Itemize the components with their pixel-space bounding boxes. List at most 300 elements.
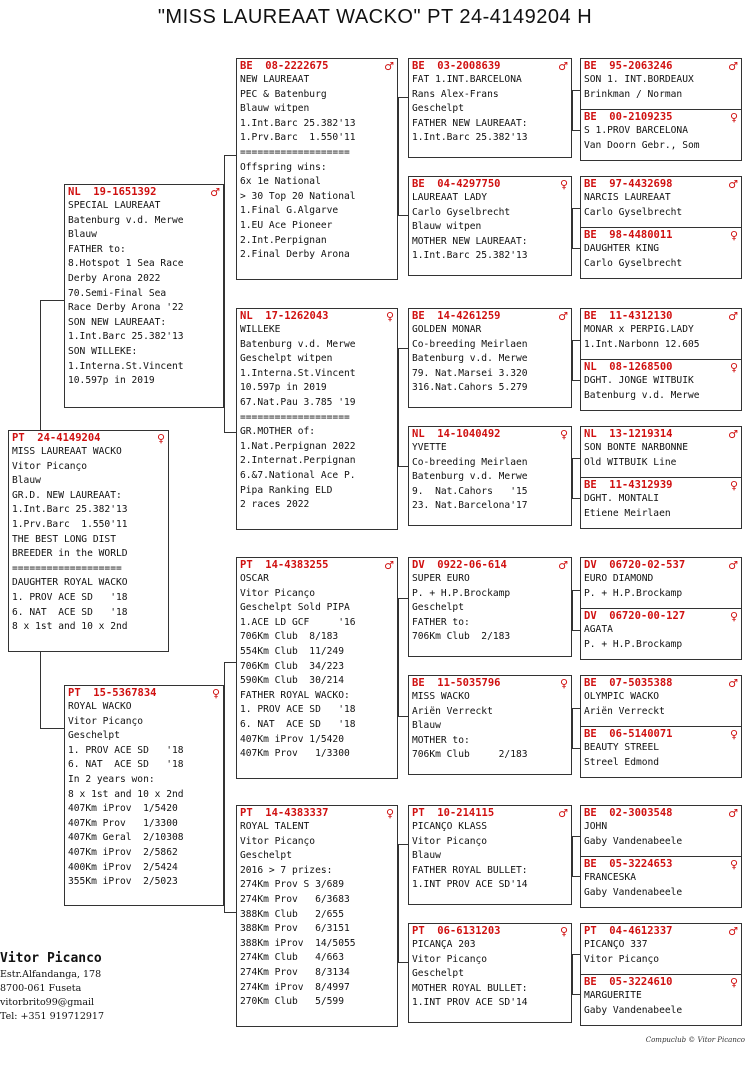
- ring-number: BE 11-4312130: [584, 310, 673, 322]
- pedigree-card-sds: [408, 308, 572, 408]
- pedigree-line: FATHER to:: [412, 616, 470, 628]
- ring-number: PT 06-6131203: [412, 925, 501, 937]
- breeder-name: Vitor Picanco: [0, 951, 102, 966]
- pedigree-line: 6. NAT ACE SD '18: [68, 759, 184, 771]
- pedigree-line: SON 1. INT.BORDEAUX: [584, 74, 694, 85]
- male-symbol-icon: ♂: [728, 178, 738, 191]
- pedigree-line: Vitor Picanço: [12, 460, 88, 472]
- breeder-info: [0, 950, 220, 1024]
- ring-header: [412, 807, 568, 820]
- pedigree-line: S 1.PROV BARCELONA: [584, 125, 688, 136]
- ring-number: BE 08-2222675: [240, 60, 329, 72]
- pedigree-line: SPECIAL LAUREAAT: [68, 200, 161, 211]
- ring-header: [68, 687, 220, 700]
- connector: [572, 708, 573, 748]
- ring-number: BE 04-4297750: [412, 178, 501, 190]
- pedigree-card-g7: [580, 426, 742, 478]
- female-symbol-icon: ♀: [729, 728, 738, 741]
- pedigree-line: MISS WACKO: [412, 691, 470, 702]
- pedigree-line: 6.&7.National Ace P.: [240, 469, 356, 481]
- female-symbol-icon: ♀: [729, 361, 738, 374]
- pedigree-line: Batenburg v.d. Merwe: [240, 338, 356, 350]
- pedigree-line: Geschelpt Sold PIPA: [240, 602, 350, 614]
- ring-number: NL 08-1268500: [584, 361, 673, 373]
- pedigree-line: 1.Prv.Barc 1.550'11: [240, 132, 356, 144]
- connector: [572, 458, 573, 498]
- pedigree-line: 407Km iProv 1/5420: [240, 733, 344, 745]
- pedigree-line: 2016 > 7 prizes:: [240, 864, 333, 876]
- pedigree-line: Blauw: [412, 720, 441, 732]
- pedigree-line: 270Km Club 5/599: [240, 996, 344, 1008]
- pedigree-line: 1.EU Ace Pioneer: [240, 219, 333, 231]
- ring-header: [584, 60, 738, 73]
- ring-header: [412, 559, 568, 572]
- ring-number: PT 10-214115: [412, 807, 495, 819]
- pedigree-line: Vitor Picanço: [240, 587, 316, 599]
- pedigree-line: 274Km iProv 8/4997: [240, 981, 350, 993]
- pedigree-line: DAUGHTER KING: [584, 243, 660, 254]
- pedigree-line: FRANCESKA: [584, 872, 636, 883]
- pedigree-line: Van Doorn Gebr., Som: [584, 139, 700, 151]
- pedigree-line: Offspring wins:: [240, 161, 327, 173]
- pedigree-line: 274Km Prov 6/3683: [240, 893, 350, 905]
- pedigree-line: 1. PROV ACE SD '18: [68, 744, 184, 756]
- female-symbol-icon: ♀: [156, 432, 165, 445]
- pedigree-line: 79. Nat.Marsei 3.320: [412, 367, 528, 379]
- ring-number: PT 14-4383337: [240, 807, 329, 819]
- ring-header: [240, 807, 394, 820]
- pedigree-line: WILLEKE: [240, 324, 281, 335]
- ring-number: BE 11-4312939: [584, 479, 673, 491]
- pedigree-card-dss: [408, 557, 572, 657]
- pedigree-line: 706Km Club 2/183: [412, 749, 528, 761]
- pedigree-line: 1.Int.Barc 25.382'13: [412, 250, 528, 262]
- ring-number: PT 14-4383255: [240, 559, 329, 571]
- male-symbol-icon: ♂: [728, 310, 738, 323]
- pedigree-line: Rans Alex-Frans: [412, 88, 499, 100]
- ring-number: PT 15-5367834: [68, 687, 157, 699]
- male-symbol-icon: ♂: [728, 60, 738, 73]
- ring-header: [584, 428, 738, 441]
- male-symbol-icon: ♂: [728, 428, 738, 441]
- pedigree-line: Blauw: [12, 475, 41, 487]
- pedigree-card-ssd: [408, 176, 572, 276]
- pedigree-line: 274Km Prov 8/3134: [240, 966, 350, 978]
- pedigree-line: Geschelpt: [412, 968, 464, 980]
- pedigree-line: GOLDEN MONAR: [412, 324, 482, 335]
- pedigree-line: 9. Nat.Cahors '15: [412, 485, 528, 497]
- pedigree-line: THE BEST LONG DIST: [12, 533, 116, 545]
- pedigree-line: 1.Int.Barc 25.382'13: [12, 504, 128, 516]
- female-symbol-icon: ♀: [729, 976, 738, 989]
- pedigree-line: 1.Int.Barc 25.382'13: [412, 132, 528, 144]
- pedigree-card-dam-sire: [236, 557, 398, 779]
- ring-header: [584, 728, 738, 741]
- pedigree-card-dam-dam: [236, 805, 398, 1027]
- ring-number: DV 06720-00-127: [584, 610, 686, 622]
- pedigree-line: 355Km iProv 2/5023: [68, 876, 178, 888]
- ring-number: DV 06720-02-537: [584, 559, 686, 571]
- pedigree-line: 1.Nat.Perpignan 2022: [240, 440, 356, 452]
- ring-number: BE 97-4432698: [584, 178, 673, 190]
- ring-header: [584, 361, 738, 374]
- connector: [40, 300, 41, 431]
- pedigree-line: Geschelpt: [412, 602, 464, 614]
- ring-number: PT 24-4149204: [12, 432, 101, 444]
- male-symbol-icon: ♂: [558, 559, 568, 572]
- pedigree-line: OLYMPIC WACKO: [584, 691, 660, 702]
- pedigree-line: MISS LAUREAAT WACKO: [12, 446, 122, 457]
- pedigree-card-ddd: [408, 923, 572, 1023]
- pedigree-line: 1.Final G.Algarve: [240, 205, 339, 217]
- pedigree-line: 1.INT PROV ACE SD'14: [412, 879, 528, 891]
- female-symbol-icon: ♀: [559, 677, 568, 690]
- pedigree-line: AGATA: [584, 624, 613, 635]
- ring-header: [584, 858, 738, 871]
- male-symbol-icon: ♂: [728, 559, 738, 572]
- pedigree-card-sire-dam: [236, 308, 398, 530]
- pedigree-line: Blauw: [68, 229, 97, 241]
- pedigree-line: FATHER ROYAL WACKO:: [240, 689, 350, 701]
- pedigree-line: 2 races 2022: [240, 499, 310, 511]
- pedigree-line: Streel Edmond: [584, 756, 660, 768]
- ring-header: [584, 229, 738, 242]
- pedigree-line: MARGUERITE: [584, 990, 642, 1001]
- female-symbol-icon: ♀: [559, 925, 568, 938]
- ring-number: BE 95-2063246: [584, 60, 673, 72]
- pedigree-line: PICANÇO KLASS: [412, 821, 488, 832]
- ring-number: BE 14-4261259: [412, 310, 501, 322]
- pedigree-line: 388Km Prov 6/3151: [240, 923, 350, 935]
- pedigree-line: Old WITBUIK Line: [584, 456, 677, 468]
- pedigree-line: ROYAL TALENT: [240, 821, 310, 832]
- pedigree-line: SUPER EURO: [412, 573, 470, 584]
- pedigree-line: 1.Int.Narbonn 12.605: [584, 338, 700, 350]
- footer-credit: Compuclub © Vitor Picanco: [645, 1036, 745, 1044]
- pedigree-card-sire: [64, 184, 224, 408]
- pedigree-line: Blauw witpen: [412, 221, 482, 233]
- pedigree-line: Vitor Picanço: [412, 953, 488, 965]
- pedigree-line: 1. PROV ACE SD '18: [240, 704, 356, 716]
- pedigree-line: 407Km iProv 1/5420: [68, 803, 178, 815]
- pedigree-line: ===================: [12, 562, 122, 574]
- female-symbol-icon: ♀: [559, 428, 568, 441]
- pedigree-card-g5: [580, 308, 742, 360]
- pedigree-line: MOTHER ROYAL BULLET:: [412, 982, 528, 994]
- ring-number: BE 07-5035388: [584, 677, 673, 689]
- pedigree-card-g11: [580, 675, 742, 727]
- pedigree-line: Gaby Vandenabeele: [584, 835, 683, 847]
- pedigree-line: 706Km Club 2/183: [412, 631, 511, 643]
- ring-header: [412, 925, 568, 938]
- page-title: "MISS LAUREAAT WACKO" PT 24-4149204 H: [157, 6, 593, 28]
- pedigree-line: Derby Arona 2022: [68, 272, 161, 284]
- pedigree-line: Geschelpt: [240, 850, 292, 862]
- pedigree-line: EURO DIAMOND: [584, 573, 654, 584]
- pedigree-line: 1.Prv.Barc 1.550'11: [12, 518, 128, 530]
- pedigree-line: PEC & Batenburg: [240, 88, 327, 100]
- pedigree-line: ===================: [240, 411, 350, 423]
- ring-header: [240, 60, 394, 73]
- ring-number: NL 17-1262043: [240, 310, 329, 322]
- pedigree-line: YVETTE: [412, 442, 447, 453]
- breeder-phone: Tel: +351 919712917: [0, 1011, 104, 1022]
- pedigree-line: Gaby Vandenabeele: [584, 1004, 683, 1016]
- pedigree-line: 67.Nat.Pau 3.785 '19: [240, 396, 356, 408]
- pedigree-line: 316.Nat.Cahors 5.279: [412, 382, 528, 394]
- pedigree-line: Gaby Vandenabeele: [584, 886, 683, 898]
- pedigree-line: Geschelpt witpen: [240, 353, 333, 365]
- ring-header: [412, 60, 568, 73]
- ring-number: NL 19-1651392: [68, 186, 157, 198]
- male-symbol-icon: ♂: [728, 807, 738, 820]
- pedigree-line: ROYAL WACKO: [68, 701, 132, 712]
- pedigree-line: P. + H.P.Brockamp: [412, 587, 511, 599]
- connector: [572, 954, 573, 994]
- pedigree-card-g9: [580, 557, 742, 609]
- pedigree-line: 1.ACE LD GCF '16: [240, 616, 356, 628]
- ring-header: [412, 677, 568, 690]
- female-symbol-icon: ♀: [559, 178, 568, 191]
- pedigree-line: Blauw: [412, 850, 441, 862]
- pedigree-line: Batenburg v.d. Merwe: [412, 471, 528, 483]
- pedigree-card-g15: [580, 923, 742, 975]
- pedigree-line: PICANÇA 203: [412, 939, 476, 950]
- female-symbol-icon: ♀: [211, 687, 220, 700]
- male-symbol-icon: ♂: [558, 60, 568, 73]
- pedigree-line: Co-breeding Meirlaen: [412, 456, 528, 468]
- pedigree-line: 1.INT PROV ACE SD'14: [412, 997, 528, 1009]
- female-symbol-icon: ♀: [729, 111, 738, 124]
- pedigree-line: Ariën Verreckt: [412, 705, 493, 717]
- ring-number: BE 05-3224610: [584, 976, 673, 988]
- ring-header: [584, 925, 738, 938]
- ring-header: [584, 807, 738, 820]
- pedigree-line: 6x 1e National: [240, 176, 321, 188]
- pedigree-line: SON WILLEKE:: [68, 345, 138, 357]
- ring-number: DV 0922-06-614: [412, 559, 507, 571]
- pedigree-card-dds: [408, 805, 572, 905]
- pedigree-card-sire-sire: [236, 58, 398, 280]
- male-symbol-icon: ♂: [384, 559, 394, 572]
- pedigree-line: FATHER ROYAL BULLET:: [412, 864, 528, 876]
- pedigree-line: Carlo Gyselbrecht: [584, 206, 683, 218]
- pedigree-line: 2.Int.Perpignan: [240, 234, 327, 246]
- pedigree-line: 407Km Prov 1/3300: [68, 817, 178, 829]
- pedigree-line: 706Km Club 34/223: [240, 660, 344, 672]
- ring-number: BE 00-2109235: [584, 111, 673, 123]
- ring-number: BE 05-3224653: [584, 858, 673, 870]
- female-symbol-icon: ♀: [729, 610, 738, 623]
- connector: [572, 590, 573, 630]
- connector: [224, 155, 225, 432]
- connector: [572, 90, 573, 130]
- pedigree-line: 590Km Club 30/214: [240, 675, 344, 687]
- pedigree-line: P. + H.P.Brockamp: [584, 638, 683, 650]
- pedigree-line: FAT 1.INT.BARCELONA: [412, 74, 522, 85]
- pedigree-line: 1.Interna.St.Vincent: [68, 360, 184, 372]
- male-symbol-icon: ♂: [210, 186, 220, 199]
- pedigree-line: PICANÇO 337: [584, 939, 648, 950]
- pedigree-card-sdd: [408, 426, 572, 526]
- female-symbol-icon: ♀: [385, 807, 394, 820]
- pedigree-card-g16: [580, 974, 742, 1026]
- pedigree-line: 388Km iProv 14/5055: [240, 937, 356, 949]
- pedigree-line: Race Derby Arona '22: [68, 302, 184, 314]
- ring-number: BE 98-4480011: [584, 229, 673, 241]
- pedigree-line: 400Km iProv 2/5424: [68, 861, 178, 873]
- connector: [224, 662, 225, 912]
- ring-header: [412, 310, 568, 323]
- pedigree-line: NEW LAUREAAT: [240, 74, 310, 85]
- pedigree-line: LAUREAAT LADY: [412, 192, 488, 203]
- pedigree-line: 554Km Club 11/249: [240, 645, 344, 657]
- pedigree-line: MONAR x PERPIG.LADY: [584, 324, 694, 335]
- ring-header: [12, 432, 165, 445]
- pedigree-line: 407Km Prov 1/3300: [240, 748, 350, 760]
- connector: [572, 208, 573, 248]
- female-symbol-icon: ♀: [729, 229, 738, 242]
- ring-number: NL 14-1040492: [412, 428, 501, 440]
- pedigree-line: MOTHER to:: [412, 734, 470, 746]
- ring-header: [584, 111, 738, 124]
- female-symbol-icon: ♀: [729, 858, 738, 871]
- pedigree-card-sss: [408, 58, 572, 158]
- pedigree-card-g8: [580, 477, 742, 529]
- male-symbol-icon: ♂: [558, 807, 568, 820]
- ring-header: [412, 428, 568, 441]
- pedigree-line: 1.Int.Barc 25.382'13: [68, 331, 184, 343]
- pedigree-line: Etiene Meirlaen: [584, 507, 671, 519]
- pedigree-line: FATHER NEW LAUREAAT:: [412, 117, 528, 129]
- pedigree-line: GR.D. NEW LAUREAAT:: [12, 489, 122, 501]
- pedigree-line: 388Km Club 2/655: [240, 908, 344, 920]
- ring-header: [584, 479, 738, 492]
- pedigree-line: 10.597p in 2019: [240, 382, 327, 394]
- pedigree-card-dam: [64, 685, 224, 906]
- pedigree-line: 6. NAT ACE SD '18: [12, 606, 128, 618]
- ring-header: [240, 559, 394, 572]
- pedigree-line: 8 x 1st and 10 x 2nd: [68, 788, 184, 800]
- female-symbol-icon: ♀: [385, 310, 394, 323]
- pedigree-line: Blauw witpen: [240, 103, 310, 115]
- connector: [398, 97, 399, 215]
- pedigree-line: 70.Semi-Final Sea: [68, 287, 167, 299]
- pedigree-line: > 30 Top 20 National: [240, 190, 356, 202]
- connector: [398, 348, 399, 466]
- connector: [40, 652, 41, 728]
- pedigree-line: Vitor Picanço: [68, 715, 144, 727]
- pedigree-line: Vitor Picanço: [412, 835, 488, 847]
- pedigree-line: Brinkman / Norman: [584, 88, 683, 100]
- pedigree-line: DAUGHTER ROYAL WACKO: [12, 577, 128, 589]
- ring-number: PT 04-4612337: [584, 925, 673, 937]
- pedigree-line: SON NEW LAUREAAT:: [68, 316, 167, 328]
- pedigree-line: GR.MOTHER of:: [240, 426, 316, 438]
- breeder-address-2: 8700-061 Fuseta: [0, 983, 82, 994]
- pedigree-line: Ariën Verreckt: [584, 705, 665, 717]
- pedigree-line: 1. PROV ACE SD '18: [12, 591, 128, 603]
- pedigree-line: 706Km Club 8/183: [240, 631, 339, 643]
- pedigree-line: NARCIS LAUREAAT: [584, 192, 671, 203]
- pedigree-card-g3: [580, 176, 742, 228]
- pedigree-line: Carlo Gyselbrecht: [584, 257, 683, 269]
- female-symbol-icon: ♀: [729, 479, 738, 492]
- pedigree-line: DGHT. JONGE WITBUIK: [584, 375, 694, 386]
- connector: [398, 844, 399, 962]
- ring-header: [412, 178, 568, 191]
- connector: [572, 340, 573, 380]
- ring-header: [584, 178, 738, 191]
- pedigree-line: Batenburg v.d. Merwe: [584, 389, 700, 401]
- pedigree-line: 1.Int.Barc 25.382'13: [240, 117, 356, 129]
- pedigree-line: Geschelpt: [412, 103, 464, 115]
- pedigree-line: ===================: [240, 146, 350, 158]
- pedigree-line: In 2 years won:: [68, 773, 155, 785]
- ring-header: [584, 976, 738, 989]
- pedigree-card-subject: [8, 430, 169, 652]
- pedigree-line: Co-breeding Meirlaen: [412, 338, 528, 350]
- pedigree-card-g1: [580, 58, 742, 110]
- ring-header: [584, 310, 738, 323]
- pedigree-line: Batenburg v.d. Merwe: [412, 353, 528, 365]
- ring-header: [584, 610, 738, 623]
- pedigree-line: SON BONTE NARBONNE: [584, 442, 688, 453]
- pedigree-card-g13: [580, 805, 742, 857]
- pedigree-line: MOTHER NEW LAUREAAT:: [412, 235, 528, 247]
- pedigree-line: 274Km Prov S 3/689: [240, 879, 344, 891]
- ring-header: [68, 186, 220, 199]
- pedigree-line: DGHT. MONTALI: [584, 493, 660, 504]
- male-symbol-icon: ♂: [728, 677, 738, 690]
- pedigree-line: 6. NAT ACE SD '18: [240, 718, 356, 730]
- pedigree-line: BREEDER in the WORLD: [12, 548, 128, 560]
- ring-number: BE 06-5140071: [584, 728, 673, 740]
- male-symbol-icon: ♂: [728, 925, 738, 938]
- pedigree-line: Geschelpt: [68, 730, 120, 742]
- connector: [398, 598, 399, 716]
- ring-header: [240, 310, 394, 323]
- pedigree-line: BEAUTY STREEL: [584, 742, 660, 753]
- pedigree-line: 2.Internat.Perpignan: [240, 455, 356, 467]
- ring-number: BE 11-5035796: [412, 677, 501, 689]
- pedigree-line: 274Km Club 4/663: [240, 952, 344, 964]
- connector: [40, 300, 65, 301]
- pedigree-line: P. + H.P.Brockamp: [584, 587, 683, 599]
- breeder-email: vitorbrito99@gmail: [0, 997, 95, 1008]
- connector: [572, 836, 573, 876]
- pedigree-line: 8.Hotspot 1 Sea Race: [68, 258, 184, 270]
- ring-header: [584, 677, 738, 690]
- pedigree-card-dsd: [408, 675, 572, 775]
- pedigree-line: Pipa Ranking ELD: [240, 484, 333, 496]
- pedigree-line: 8 x 1st and 10 x 2nd: [12, 621, 128, 633]
- pedigree-line: Carlo Gyselbrecht: [412, 206, 511, 218]
- pedigree-card-g6: [580, 359, 742, 411]
- connector: [40, 728, 65, 729]
- ring-number: BE 02-3003548: [584, 807, 673, 819]
- pedigree-line: Batenburg v.d. Merwe: [68, 214, 184, 226]
- pedigree-line: JOHN: [584, 821, 608, 832]
- pedigree-line: Vitor Picanço: [584, 953, 660, 965]
- pedigree-line: 23. Nat.Barcelona'17: [412, 500, 528, 512]
- pedigree-card-g2: [580, 109, 742, 161]
- pedigree-card-g12: [580, 726, 742, 778]
- pedigree-line: 407Km iProv 2/5862: [68, 846, 178, 858]
- male-symbol-icon: ♂: [384, 60, 394, 73]
- pedigree-card-g4: [580, 227, 742, 279]
- pedigree-line: 407Km Geral 2/10308: [68, 832, 184, 844]
